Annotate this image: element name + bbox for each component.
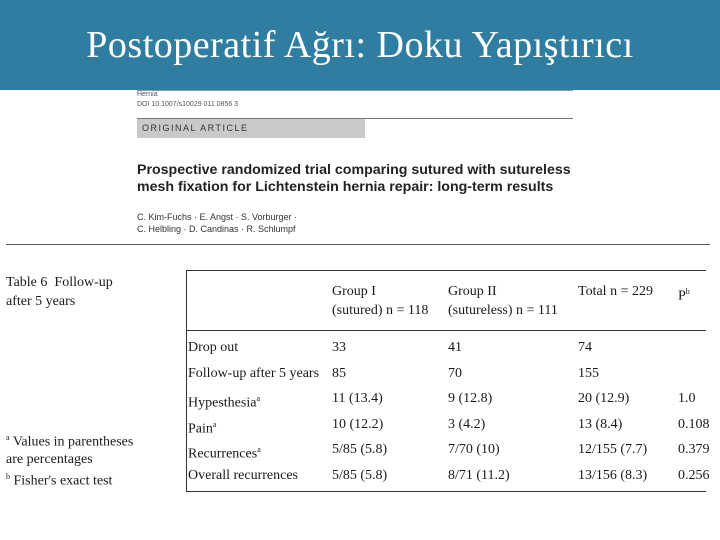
- table-cell-g1: 33: [332, 340, 346, 355]
- footnote-a-mark: a: [6, 433, 10, 442]
- table-cell-g2: 41: [448, 340, 462, 355]
- table-left-border: [186, 270, 187, 492]
- table-cell-g1: 5/85 (5.8): [332, 467, 388, 483]
- table-cell-p: 0.108: [678, 416, 710, 432]
- table-cell-g2: 70: [448, 365, 462, 381]
- author-list: [137, 211, 577, 235]
- header-group1-line2: (sutured) n = 118: [332, 303, 429, 318]
- table-top-rule: [186, 270, 706, 271]
- table-caption-text: Follow-up after 5 years: [6, 275, 113, 309]
- table-cell-g1: 85: [332, 365, 346, 381]
- authors-line-1: C. Kim-Fuchs · E. Angst · S. Vorburger ·: [137, 212, 298, 222]
- table-cell-label: Overall recurrences: [188, 467, 298, 483]
- article-doi: DOI 10.1007/s10029 011 0856 3: [137, 101, 239, 108]
- section-divider: [6, 244, 710, 245]
- footnote-a-text: Values in parentheses are percentages: [6, 434, 134, 467]
- table-cell-sup: a: [212, 419, 217, 429]
- journal-info: [137, 90, 238, 110]
- table-cell-g1: 10 (12.2): [332, 416, 384, 432]
- header-p: [678, 283, 690, 306]
- table-cell-label: Hypesthesia$^a$: [188, 394, 260, 411]
- footnote-b-mark: b: [6, 471, 10, 481]
- table-cell-g1: 11 (13.4): [332, 391, 383, 406]
- journal-name: Hernia: [137, 91, 158, 98]
- table-cell-sup: a: [257, 445, 261, 454]
- footnote-b: [6, 468, 146, 490]
- table-cell-g2: 3 (4.2): [448, 416, 486, 432]
- table-cell-p: 1.0: [678, 391, 696, 406]
- table-cell-label: Recurrences$^a$: [188, 445, 261, 462]
- table-cell-g2: 9 (12.8): [448, 391, 493, 406]
- table-header-rule: [186, 330, 706, 331]
- table-cell-total: 20 (12.9): [578, 391, 630, 406]
- authors-line-2: C. Helbling · D. Candinas · R. Schlumpf: [137, 224, 296, 234]
- table-cell-total: 12/155 (7.7): [578, 442, 648, 457]
- footnote-a: [6, 429, 146, 468]
- table-cell-total: 155: [578, 365, 599, 381]
- header-group1-line1: Group I: [332, 284, 376, 299]
- header-group2-line2: (sutureless) n = 111: [448, 303, 558, 318]
- footnote-b-text: Fisher's exact test: [13, 473, 113, 489]
- table-caption: [6, 273, 141, 311]
- slide-title-bar: [0, 0, 720, 90]
- slide-title: Postoperatif Ağrı: Doku Yapıştırıcı: [86, 24, 634, 66]
- table-cell-g2: 8/71 (11.2): [448, 467, 510, 483]
- header-p-sup: b: [685, 287, 690, 296]
- table-cell-total: 13/156 (8.3): [578, 467, 648, 483]
- table-cell-p: 0.379: [678, 442, 710, 457]
- table-cell-sup: a: [256, 394, 260, 403]
- table-cell-p: 0.256: [678, 467, 710, 483]
- header-total: Total n = 229: [578, 284, 653, 299]
- table-cell-total: 13 (8.4): [578, 416, 623, 432]
- table-cell-label: Pain$^a$: [188, 419, 217, 437]
- header-p-label: P: [678, 288, 686, 304]
- table-cell-total: 74: [578, 340, 592, 355]
- header-group2-line1: Group II: [448, 284, 497, 299]
- paper-title: Prospective randomized trial comparing sutured with sutureless mesh fixation for Lichtenstein hernia repair: long-term results: [137, 162, 571, 195]
- table-cell-g1: 5/85 (5.8): [332, 442, 388, 457]
- article-type-banner: ORIGINAL ARTICLE: [137, 119, 365, 138]
- table-footnotes: [6, 429, 146, 489]
- table-cell-label: Follow-up after 5 years: [188, 365, 320, 381]
- table-cell-label: Drop out: [188, 340, 239, 355]
- table-cell-g2: 7/70 (10): [448, 442, 500, 457]
- table-bottom-rule: [186, 491, 706, 492]
- table-caption-label: Table 6: [6, 275, 48, 290]
